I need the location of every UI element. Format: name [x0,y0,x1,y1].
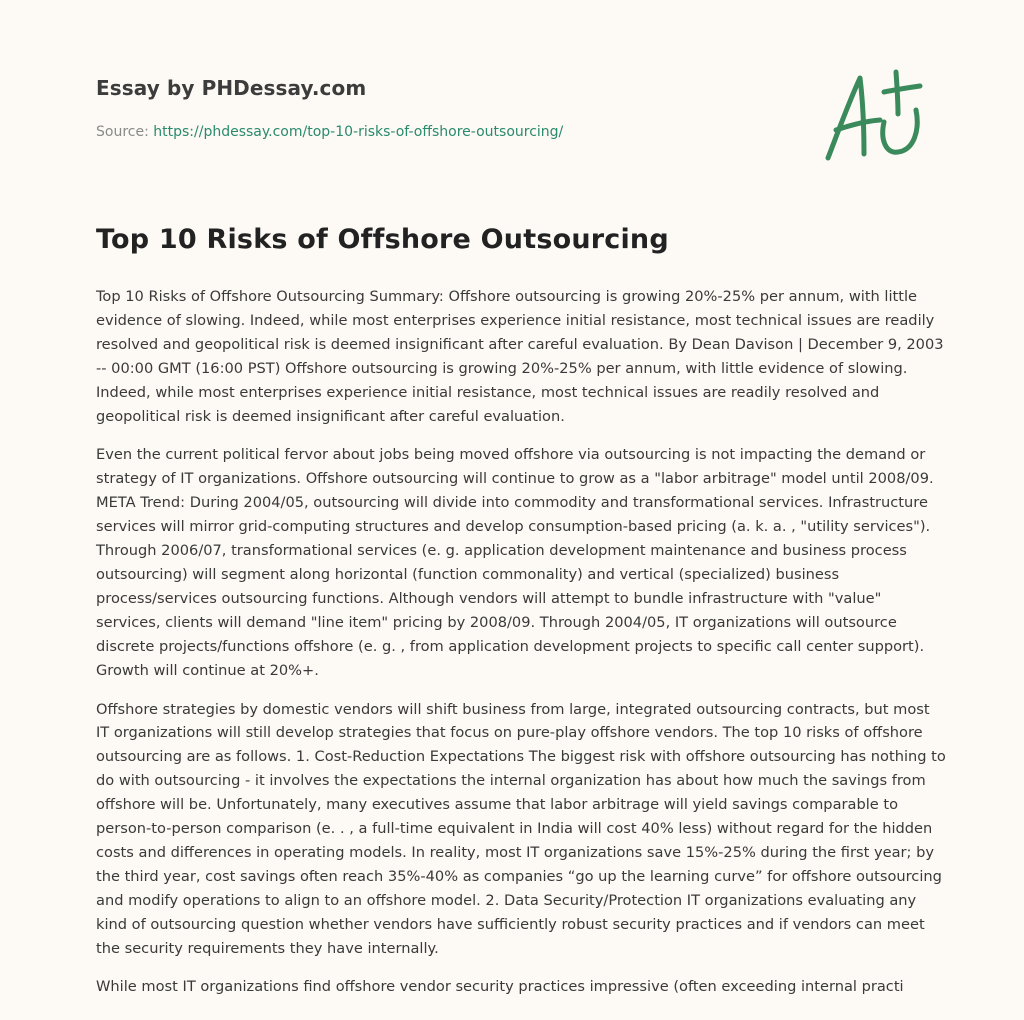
article-paragraph: While most IT organizations find offshore vendor security practices impressive (often exceeding internal practi [96,978,904,996]
article-title: Top 10 Risks of Offshore Outsourcing [96,224,669,255]
source-link[interactable]: https://phdessay.com/top-10-risks-of-offshore-outsourcing/ [153,124,564,140]
source-label: Source: [96,124,149,140]
article-paragraph: Offshore strategies by domestic vendors will shift business from large, integrated outsourcing contracts, but most IT organizations will still develop strategies that focus on pure-play offshore vendors. The top 10 risks of offshore outsourcing are as follows. 1. Cost-Reduction Expectations The biggest risk with offshore outsourcing has nothing to do with outsourcing - it involves the expectations the internal organization has about how much the savings from offshore will be. Unfortunately, many executives assume that labor arbitrage will yield savings comparable to person-to-person comparison (e. . , a full-time equivalent in India will cost 40% less) without regard for the hidden costs and differences in operating models. In reality, most IT organizations save 15%-25% during the first year; by the third year, cost savings often reach 35%-40% as companies “go up the learning curve” for offshore outsourcing and modify operations to align to an offshore model. 2. Data Security/Protection IT organizations evaluating any kind of outsourcing question whether vendors have sufficiently robust security practices and if vendors can meet the security requirements they have internally. [96,700,946,957]
article-body [96,285,946,1014]
a-plus-logo-icon [818,66,930,166]
article-paragraph: Even the current political fervor about jobs being moved offshore via outsourcing is not impacting the demand or strategy of IT organizations. Offshore outsourcing will continue to grow as a "labor arbitrage" model until 2008/09. META Trend: During 2004/05, outsourcing will divide into commodity and transformational services. Infrastructure services will mirror grid-computing structures and develop consumption-based pricing (a. k. a. , "utility services"). Through 2006/07, transformational services (e. g. application development maintenance and business process outsourcing) will segment along horizontal (function commonality) and vertical (specialized) business process/services outsourcing functions. Although vendors will attempt to bundle infrastructure with "value" services, clients will demand "line item" pricing by 2008/09. Through 2004/05, IT organizations will outsource discrete projects/functions offshore (e. g. , from application development projects to specific call center support). Growth will continue at 20%+. [96,446,934,679]
site-brand: Essay by PHDessay.com [96,76,367,100]
article-paragraph: Top 10 Risks of Offshore Outsourcing Summary: Offshore outsourcing is growing 20%-25% per annum, with little evidence of slowing. Indeed, while most enterprises experience initial resistance, most technical issues are readily resolved and geopolitical risk is deemed insignificant after careful evaluation. By Dean Davison | December 9, 2003 -- 00:00 GMT (16:00 PST) Offshore outsourcing is growing 20%-25% per annum, with little evidence of slowing. Indeed, while most enterprises experience initial resistance, most technical issues are readily resolved and geopolitical risk is deemed insignificant after careful evaluation. [96,288,944,425]
source-line [96,124,563,140]
